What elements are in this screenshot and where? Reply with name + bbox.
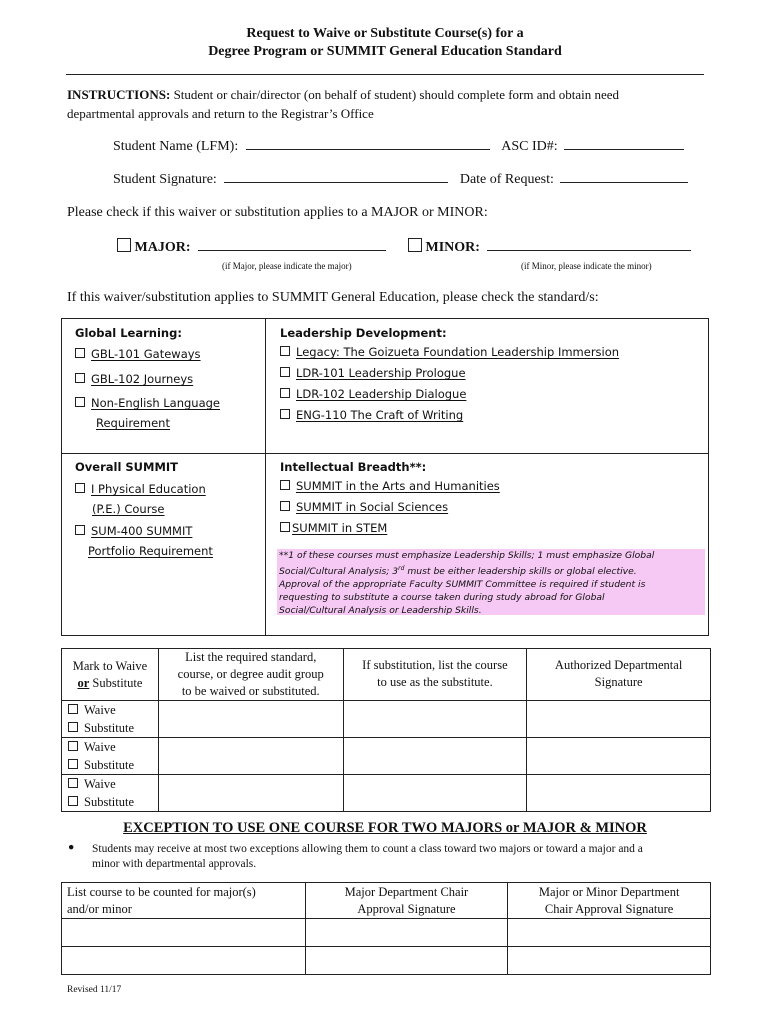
signature-cell[interactable] [527,738,711,775]
form-title-line1: Request to Waive or Substitute Course(s) for a [246,26,524,41]
checkbox-icon[interactable] [75,397,85,407]
waive-substitute-table [61,648,711,812]
checkbox-icon[interactable] [68,741,78,751]
substitute-course-cell[interactable] [343,738,527,775]
grid-divider-vertical [265,318,266,636]
summit-prompt: If this waiver/substitution applies to SUMMIT General Education, please check the standard/s: [67,290,599,305]
signature-cell[interactable] [527,775,711,812]
header-major-chair: Major Department Chair Approval Signature [305,883,508,919]
checkbox-icon[interactable] [280,367,290,377]
substitute-option[interactable]: Substitute [68,719,158,737]
grid-divider-horizontal [61,453,709,454]
student-signature-row [113,170,688,188]
option-ldr-101[interactable]: LDR-101 Leadership Prologue [280,366,466,380]
bullet-icon: ● [68,842,75,853]
checkbox-icon[interactable] [280,388,290,398]
major-hint: (if Major, please indicate the major) [222,261,352,271]
substitute-course-cell[interactable] [343,775,527,812]
title-divider [66,74,704,75]
minor-row [408,238,691,256]
minor-label: MINOR: [425,240,480,255]
minor-chair-cell[interactable] [508,947,711,975]
header-minor-chair: Major or Minor Department Chair Approval Signature [508,883,711,919]
breadth-note: **1 of these courses must emphasize Leadership Skills; 1 must emphasize Global Social/Cultural Analysis; 3rd must be either leadership skills or global elective. Approval of the appropriate Faculty SUMMIT Committee is required if student is requesting to substitute a course taken during study abroad for Global Social/Cultural Analysis or Leadership Skills. [277,549,705,615]
instructions-label: INSTRUCTIONS: [67,87,171,102]
date-of-request-label: Date of Request: [459,172,554,187]
table-row [62,947,711,975]
signature-cell[interactable] [527,701,711,738]
checkbox-icon[interactable] [68,759,78,769]
leadership-header: Leadership Development: [280,326,447,340]
instructions [67,85,707,123]
form-title-line2: Degree Program or SUMMIT General Education Standard [208,44,562,59]
checkbox-icon[interactable] [75,373,85,383]
major-chair-cell[interactable] [305,919,508,947]
option-legacy[interactable]: Legacy: The Goizueta Foundation Leadership Immersion [280,345,619,359]
major-minor-prompt: Please check if this waiver or substitution applies to a MAJOR or MINOR: [67,205,488,220]
substitute-option[interactable]: Substitute [68,793,158,811]
header-signature: Authorized Departmental Signature [527,649,711,701]
header-mark: Mark to Waive or Substitute [62,649,159,701]
course-cell[interactable] [62,947,306,975]
checkbox-icon[interactable] [280,480,290,490]
major-checkbox[interactable] [117,238,131,252]
instructions-line2: departmental approvals and return to the Registrar’s Office [67,106,374,121]
table-row [62,738,711,775]
standard-cell[interactable] [158,701,343,738]
overall-summit-header: Overall SUMMIT [75,460,179,474]
option-physical-education[interactable]: I Physical Education [75,482,206,496]
table-row [62,701,711,738]
minor-field[interactable] [487,238,691,251]
header-substitute-course: If substitution, list the course to use as the substitute. [343,649,527,701]
option-non-english-language[interactable]: Non-English Language [75,396,220,410]
course-cell[interactable] [62,919,306,947]
major-label: MAJOR: [134,240,191,255]
student-name-row [113,137,684,155]
checkbox-icon[interactable] [68,778,78,788]
substitute-course-cell[interactable] [343,701,527,738]
major-chair-cell[interactable] [305,947,508,975]
exception-header-row [62,883,711,919]
asc-id-field[interactable] [564,137,684,150]
checkbox-icon[interactable] [75,525,85,535]
checkbox-icon[interactable] [280,522,290,532]
header-standard: List the required standard, course, or degree audit group to be waived or substituted. [158,649,343,701]
waive-option[interactable]: Waive [68,701,158,719]
option-sum-400[interactable]: SUM-400 SUMMIT [75,524,192,538]
student-signature-field[interactable] [224,170,448,183]
substitute-option[interactable]: Substitute [68,756,158,774]
student-signature-label: Student Signature: [113,172,217,187]
checkbox-icon[interactable] [280,346,290,356]
intellectual-breadth-header: Intellectual Breadth**: [280,460,427,474]
option-gbl-102[interactable]: GBL-102 Journeys [75,372,193,386]
standard-cell[interactable] [158,775,343,812]
minor-hint: (if Minor, please indicate the minor) [521,261,652,271]
student-name-label: Student Name (LFM): [113,139,239,154]
major-row [117,238,386,256]
table-row [62,919,711,947]
option-physical-education-line2: (P.E.) Course [92,502,165,516]
instructions-line1: Student or chair/director (on behalf of student) should complete form and obtain need [170,87,620,102]
student-name-field[interactable] [246,137,490,150]
exception-heading: EXCEPTION TO USE ONE COURSE FOR TWO MAJORS or MAJOR & MINOR [123,820,647,836]
waive-option[interactable]: Waive [68,775,158,793]
option-stem[interactable]: SUMMIT in STEM [280,521,387,535]
option-arts-humanities[interactable]: SUMMIT in the Arts and Humanities [280,479,500,493]
date-of-request-field[interactable] [560,170,688,183]
exception-table [61,882,711,975]
option-gbl-101[interactable]: GBL-101 Gateways [75,347,201,361]
header-course: List course to be counted for major(s) and/or minor [62,883,306,919]
global-learning-header: Global Learning: [75,326,182,340]
mark-cell [62,775,159,812]
option-eng-110[interactable]: ENG-110 The Craft of Writing [280,408,463,422]
exception-bullet: Students may receive at most two exceptions allowing them to count a class toward two majors or toward a major and a minor with departmental approvals. [92,843,643,870]
option-non-english-language-line2: Requirement [96,416,170,430]
table-row [62,775,711,812]
major-field[interactable] [198,238,386,251]
checkbox-icon[interactable] [68,722,78,732]
waive-option[interactable]: Waive [68,738,158,756]
checkbox-icon[interactable] [75,348,85,358]
checkbox-icon[interactable] [68,796,78,806]
checkbox-icon[interactable] [75,483,85,493]
revision-footer: Revised 11/17 [67,985,122,995]
minor-chair-cell[interactable] [508,919,711,947]
asc-id-label: ASC ID#: [501,139,558,154]
mark-cell [62,701,159,738]
checkbox-icon[interactable] [280,409,290,419]
option-ldr-102[interactable]: LDR-102 Leadership Dialogue [280,387,466,401]
checkbox-icon[interactable] [68,704,78,714]
option-social-sciences[interactable]: SUMMIT in Social Sciences [280,500,448,514]
mark-cell [62,738,159,775]
table-header-row [62,649,711,701]
standard-cell[interactable] [158,738,343,775]
option-sum-400-line2: Portfolio Requirement [88,544,213,558]
checkbox-icon[interactable] [280,501,290,511]
minor-checkbox[interactable] [408,238,422,252]
